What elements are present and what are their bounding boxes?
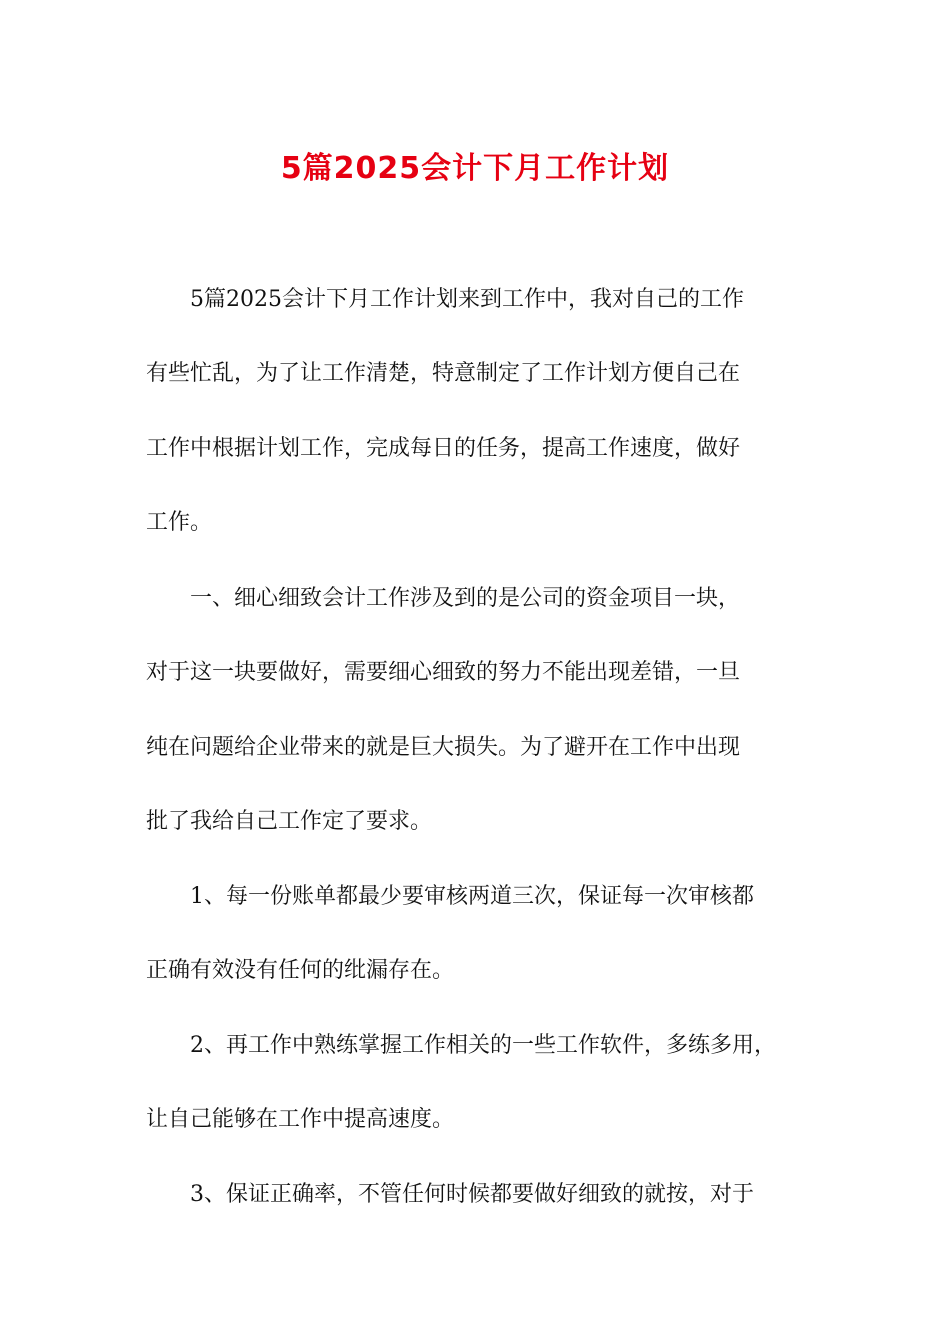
paragraph-line: 对于这一块要做好，需要细心细致的努力不能出现差错，一旦	[146, 660, 741, 685]
paragraph-line: 有些忙乱，为了让工作清楚，特意制定了工作计划方便自己在	[146, 361, 741, 386]
paragraph-line: 纯在问题给企业带来的就是巨大损失。为了避开在工作中出现	[146, 735, 741, 760]
paragraph-line: 批了我给自己工作定了要求。	[146, 809, 433, 834]
paragraph-line: 正确有效没有任何的纰漏存在。	[146, 958, 455, 983]
paragraph-line: 工作。	[146, 510, 213, 535]
paragraph-line: 工作中根据计划工作，完成每日的任务，提高工作速度，做好	[146, 436, 741, 461]
paragraph-line: 一、细心细致会计工作涉及到的是公司的资金项目一块，	[190, 586, 741, 611]
paragraph-line: 2、再工作中熟练掌握工作相关的一些工作软件，多练多用，	[190, 1033, 776, 1058]
paragraph-line: 1、每一份账单都最少要审核两道三次，保证每一次审核都	[190, 884, 754, 909]
paragraph-line: 3、保证正确率，不管任何时候都要做好细致的就按，对于	[190, 1182, 754, 1207]
document-title: 5篇2025会计下月工作计划	[280, 151, 670, 186]
paragraph-line: 5篇2025会计下月工作计划来到工作中，我对自己的工作	[190, 287, 744, 312]
paragraph-line: 让自己能够在工作中提高速度。	[146, 1107, 455, 1132]
